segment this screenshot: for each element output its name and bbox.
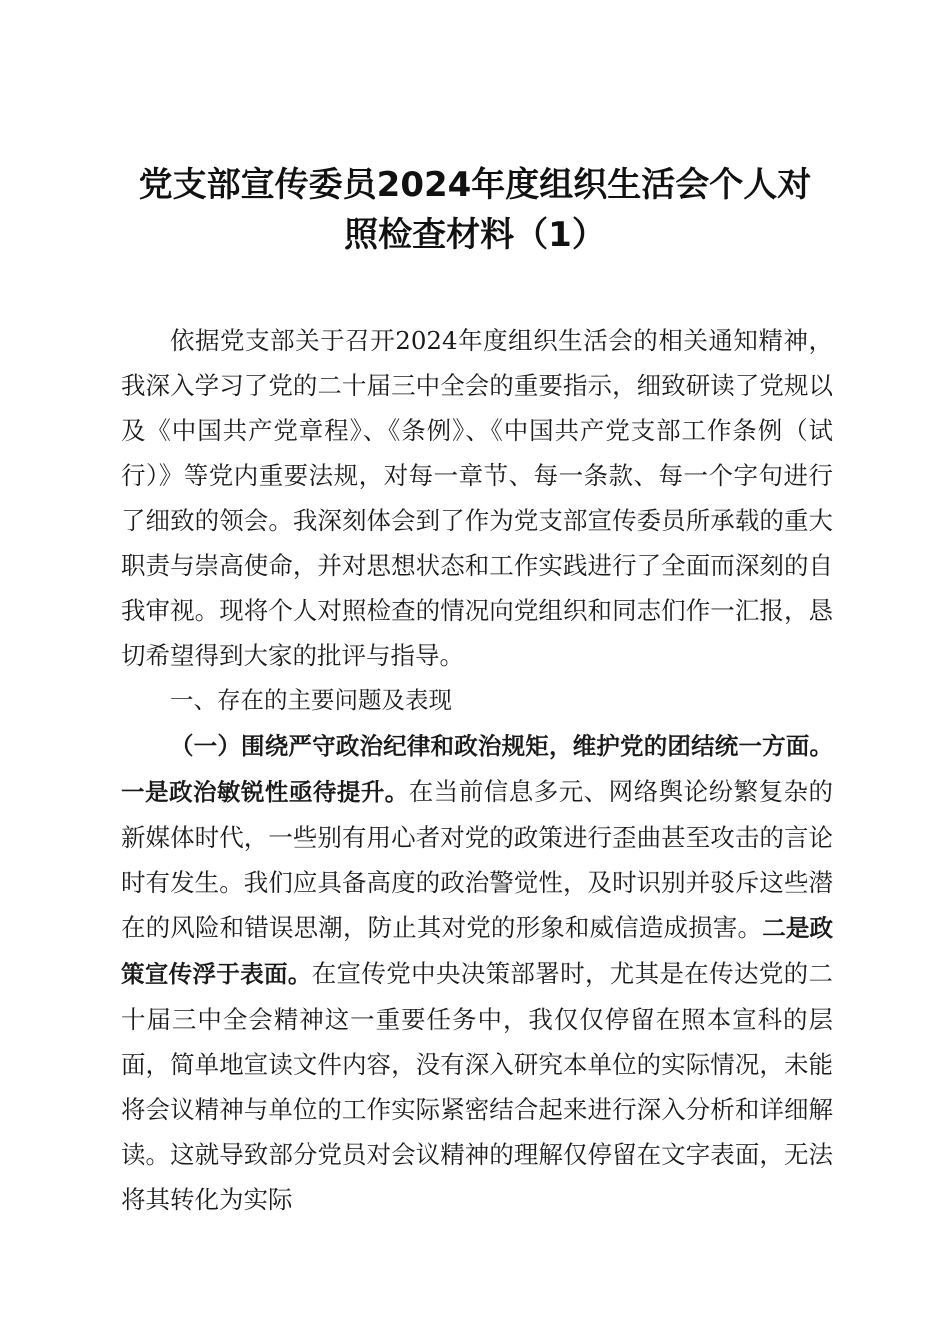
subsection-paragraph [121, 723, 833, 1222]
title-line-2: 照检查材料（1） [344, 215, 606, 255]
section-heading: 一、存在的主要问题及表现 [170, 686, 452, 714]
document-body [121, 318, 833, 1222]
subsection-heading: （一）围绕严守政治纪律和政治规矩，维护党的团结统一方面。 [170, 732, 833, 760]
title-line-1: 党支部宣传委员2024年度组织生活会个人对 [138, 165, 812, 205]
point2-title: 二是政策宣传浮于表面。 [121, 914, 834, 988]
intro-paragraph: 依据党支部关于召开2024年度组织生活会的相关通知精神，我深入学习了党的二十届三中全会的重要指示，细致研读了党规以及《中国共产党章程》、《条例》、《中国共产党支部工作条例（试行）》等党内重要法规，对每一章节、每一条款、每一个字句进行了细致的领会。我深刻体会到了作为党支部宣传委员所承载的重大职责与崇高使命，并对思想状态和工作实践进行了全面而深刻的自我审视。现将个人对照检查的情况向党组织和同志们作一汇报，恳切希望得到大家的批评与指导。 [121, 326, 833, 670]
document-title [110, 160, 840, 260]
point1-title: 一是政治敏锐性亟待提升。 [121, 778, 409, 806]
point2-text: 在宣传党中央决策部署时，尤其是在传达党的二十届三中全会精神这一重要任务中，我仅仅停留在照本宣科的层面，简单地宣读文件内容，没有深入研究本单位的实际情况，未能将会议精神与单位的工作实际紧密结合起来进行深入分析和详细解读。这就导致部分党员对会议精神的理解仅停留在文字表面，无法将其转化为实际 [121, 959, 834, 1214]
point1-text: 在当前信息多元、网络舆论纷繁复杂的新媒体时代，一些别有用心者对党的政策进行歪曲甚至攻击的言论时有发生。我们应具备高度的政治警觉性，及时识别并驳斥这些潜在的风险和错误思潮，防止其对党的形象和威信造成损害。 [121, 777, 834, 942]
